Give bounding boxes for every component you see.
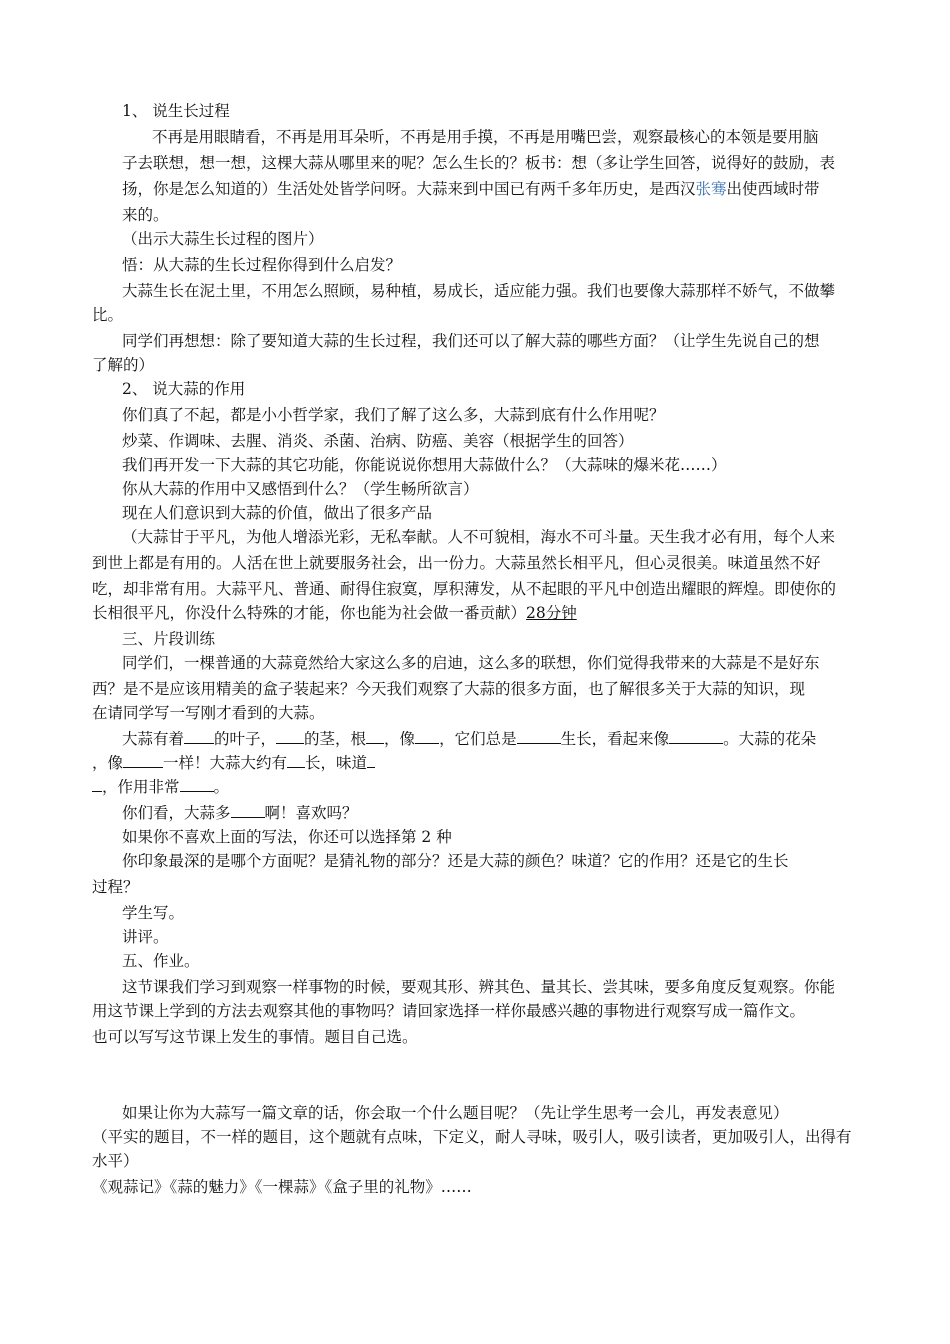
title-examples: 《观蒜记》《蒜的魅力》《一棵蒜》《盒子里的礼物》…… [92,1178,472,1196]
paragraph: 也可以写写这节课上发生的事情。题目自己选。 [92,1028,418,1046]
fill-in-line: 你们看，大蒜多 啊！喜欢吗？ [122,800,860,826]
paragraph: 炒菜、作调味、去腥、消炎、杀菌、治病、防癌、美容（根据学生的回答） [122,432,634,450]
paragraph: 如果你不喜欢上面的写法，你还可以选择第 2 种 [122,828,452,846]
paragraph: 过程？ [92,878,139,896]
paragraph: 同学们再想想：除了要知道大蒜的生长过程，我们还可以了解大蒜的哪些方面？（让学生先说自己的想 [122,332,820,350]
paragraph: 了解的） [92,356,155,374]
paragraph: 你印象最深的是哪个方面呢？是猜礼物的部分？还是大蒜的颜色？味道？它的作用？还是它的生长 [122,852,789,870]
paragraph: 现在人们意识到大蒜的价值，做出了很多产品 [122,504,433,522]
paragraph: 用这节课上学到的方法去观察其他的事物吗？请回家选择一样你最感兴趣的事物进行观察写成一篇作文。 [92,1002,806,1020]
heading-growth: 1、 说生长过程 [122,102,230,120]
paragraph: 你从大蒜的作用中又感悟到什么？（学生畅所欲言） [122,480,479,498]
note: （出示大蒜生长过程的图片） [122,230,324,248]
heading-homework: 五、作业。 [122,952,200,970]
fill-in-line: 大蒜有着 的叶子， 的茎，根 ，像 ，它们总是 生长，看起来像 。大蒜的花朵 [122,726,860,752]
paragraph: 大蒜生长在泥土里，不用怎么照顾，易种植，易成长，适应能力强。我们也要像大蒜那样不娇气，不做攀 [122,282,836,300]
fill-in-line: ，像 一样！大蒜大约有 长，味道 [92,750,860,776]
paragraph: 学生写。 [122,904,185,922]
paragraph: 在请同学写一写刚才看到的大蒜。 [92,704,325,722]
heading-use: 2、 说大蒜的作用 [122,380,246,398]
paragraph: 到世上都是有用的。人活在世上就要服务社会，出一份力。大蒜虽然长相平凡，但心灵很美。味道虽然不好 [92,554,821,572]
paragraph: 比。 [92,306,124,324]
paragraph: 如果让你为大蒜写一篇文章的话，你会取一个什么题目呢？（先让学生思考一会儿，再发表意见） [122,1104,789,1122]
paragraph: （大蒜甘于平凡，为他人增添光彩，无私奉献。人不可貌相，海水不可斗量。天生我才必有用，每个人来 [122,528,836,546]
paragraph: 这节课我们学习到观察一样事物的时候，要观其形、辨其色、量其长、尝其味，要多角度反复观察。你能 [122,978,836,996]
paragraph: 扬，你是怎么知道的）生活处处皆学问呀。大蒜来到中国已有两千多年历史，是西汉张骞出使西域时带 [122,180,820,198]
paragraph: 不再是用眼睛看，不再是用耳朵听，不再是用手摸，不再是用嘴巴尝，观察最核心的本领是要用脑 [152,128,819,146]
paragraph: 悟：从大蒜的生长过程你得到什么启发？ [122,256,402,274]
heading-practice: 三、片段训练 [122,630,216,648]
paragraph: 水平） [92,1152,139,1170]
paragraph: 同学们，一棵普通的大蒜竟然给大家这么多的启迪，这么多的联想，你们觉得我带来的大蒜是不是好东 [122,654,820,672]
paragraph: 西？是不是应该用精美的盒子装起来？今天我们观察了大蒜的很多方面，也了解很多关于大蒜的知识，现 [92,680,806,698]
paragraph: （平实的题目，不一样的题目，这个题就有点味，下定义，耐人寻味，吸引人，吸引读者，更加吸引人，出得有 [92,1128,852,1146]
paragraph: 来的。 [122,206,169,224]
fill-in-line: ，作用非常 。 [92,774,860,800]
time-note: 28分钟 [526,604,577,622]
paragraph: 你们真了不起，都是小小哲学家，我们了解了这么多，大蒜到底有什么作用呢？ [122,406,665,424]
paragraph: 讲评。 [122,928,169,946]
zhang-qian-link[interactable]: 张骞 [695,180,727,198]
paragraph: 长相很平凡，你没什么特殊的才能，你也能为社会做一番贡献）28分钟 [92,604,577,622]
paragraph: 我们再开发一下大蒜的其它功能，你能说说你想用大蒜做什么？（大蒜味的爆米花……） [122,456,727,474]
paragraph: 子去联想，想一想，这棵大蒜从哪里来的呢？怎么生长的？板书：想（多让学生回答，说得好的鼓励，表 [122,154,836,172]
paragraph: 吃，却非常有用。大蒜平凡、普通、耐得住寂寞，厚积薄发，从不起眼的平凡中创造出耀眼的辉煌。即使你的 [92,580,837,598]
